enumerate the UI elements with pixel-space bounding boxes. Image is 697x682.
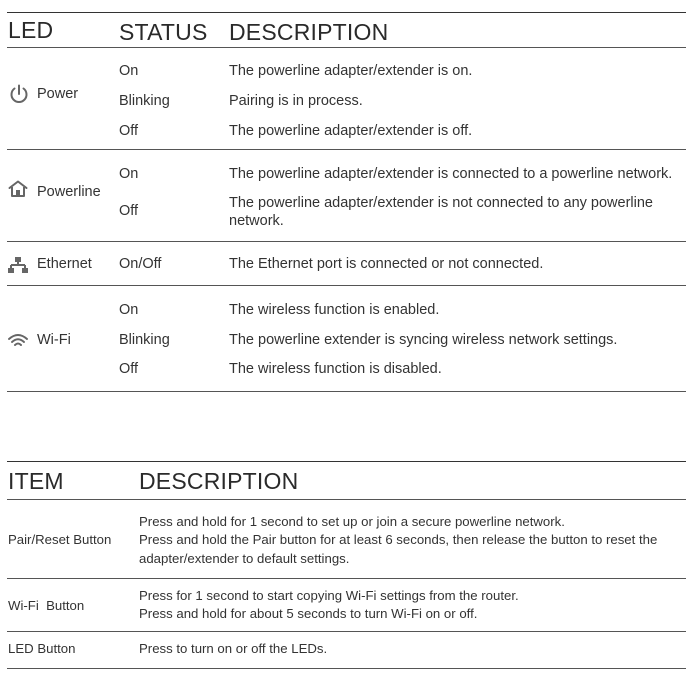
- desc-power-off: The powerline adapter/extender is off.: [229, 123, 473, 139]
- status-power-blinking: Blinking: [119, 93, 170, 109]
- status-powerline-off: Off: [119, 203, 139, 219]
- led-name-wifi: Wi-Fi: [37, 332, 71, 348]
- desc-pair-reset-line2: Press and hold the Pair button for at least 6 seconds, then release the button to reset the adapter/extender to default settings.: [139, 532, 658, 566]
- item-pair-reset: Pair/Reset Button: [8, 532, 112, 547]
- table-bottom-rule: [7, 668, 686, 669]
- desc-led-button: Press to turn on or off the LEDs.: [139, 641, 328, 656]
- status-wifi-blinking: Blinking: [119, 332, 170, 348]
- ethernet-icon: [7, 254, 29, 276]
- row-divider: [7, 578, 686, 579]
- led-name-powerline: Powerline: [37, 184, 101, 200]
- desc-powerline-off: The powerline adapter/extender is not connected to any powerline network.: [229, 195, 653, 229]
- status-power-on: On: [119, 63, 139, 79]
- row-divider: [7, 149, 686, 150]
- status-powerline-on: On: [119, 166, 139, 182]
- header-rule: [7, 499, 686, 500]
- header-rule: [7, 47, 686, 48]
- status-power-off: Off: [119, 123, 139, 139]
- header-led: LED: [8, 17, 54, 43]
- power-icon: [8, 83, 30, 105]
- header-description: DESCRIPTION: [229, 19, 389, 45]
- powerline-house-icon: [7, 178, 29, 200]
- header-item: ITEM: [8, 468, 64, 494]
- wifi-icon: [7, 329, 29, 351]
- row-divider: [7, 631, 686, 632]
- table-bottom-rule: [7, 391, 686, 392]
- desc-pair-reset-line1: Press and hold for 1 second to set up or join a secure powerline network.: [139, 514, 565, 529]
- desc-powerline-on: The powerline adapter/extender is connected to a powerline network.: [229, 166, 673, 182]
- item-wifi-button: Wi-Fi Button: [8, 598, 85, 613]
- led-name-power: Power: [37, 86, 79, 102]
- desc-wifi-line1: Press for 1 second to start copying Wi-Fi settings from the router.: [139, 588, 519, 603]
- row-divider: [7, 241, 686, 242]
- header-description: DESCRIPTION: [139, 468, 299, 494]
- status-wifi-on: On: [119, 302, 139, 318]
- header-status: STATUS: [119, 19, 208, 45]
- desc-wifi-off: The wireless function is disabled.: [229, 361, 442, 377]
- desc-wifi-blinking: The powerline extender is syncing wireless network settings.: [229, 332, 618, 348]
- desc-wifi-line2: Press and hold for about 5 seconds to turn Wi-Fi on or off.: [139, 606, 478, 621]
- row-divider: [7, 285, 686, 286]
- desc-ethernet: The Ethernet port is connected or not connected.: [229, 256, 544, 272]
- desc-power-blinking: Pairing is in process.: [229, 93, 363, 109]
- led-name-ethernet: Ethernet: [37, 256, 92, 272]
- item-led-button: LED Button: [8, 641, 76, 656]
- table-top-rule: [7, 461, 686, 462]
- desc-wifi-on: The wireless function is enabled.: [229, 302, 440, 318]
- status-ethernet: On/Off: [119, 256, 162, 272]
- desc-power-on: The powerline adapter/extender is on.: [229, 63, 473, 79]
- status-wifi-off: Off: [119, 361, 139, 377]
- table-top-rule: [7, 12, 686, 13]
